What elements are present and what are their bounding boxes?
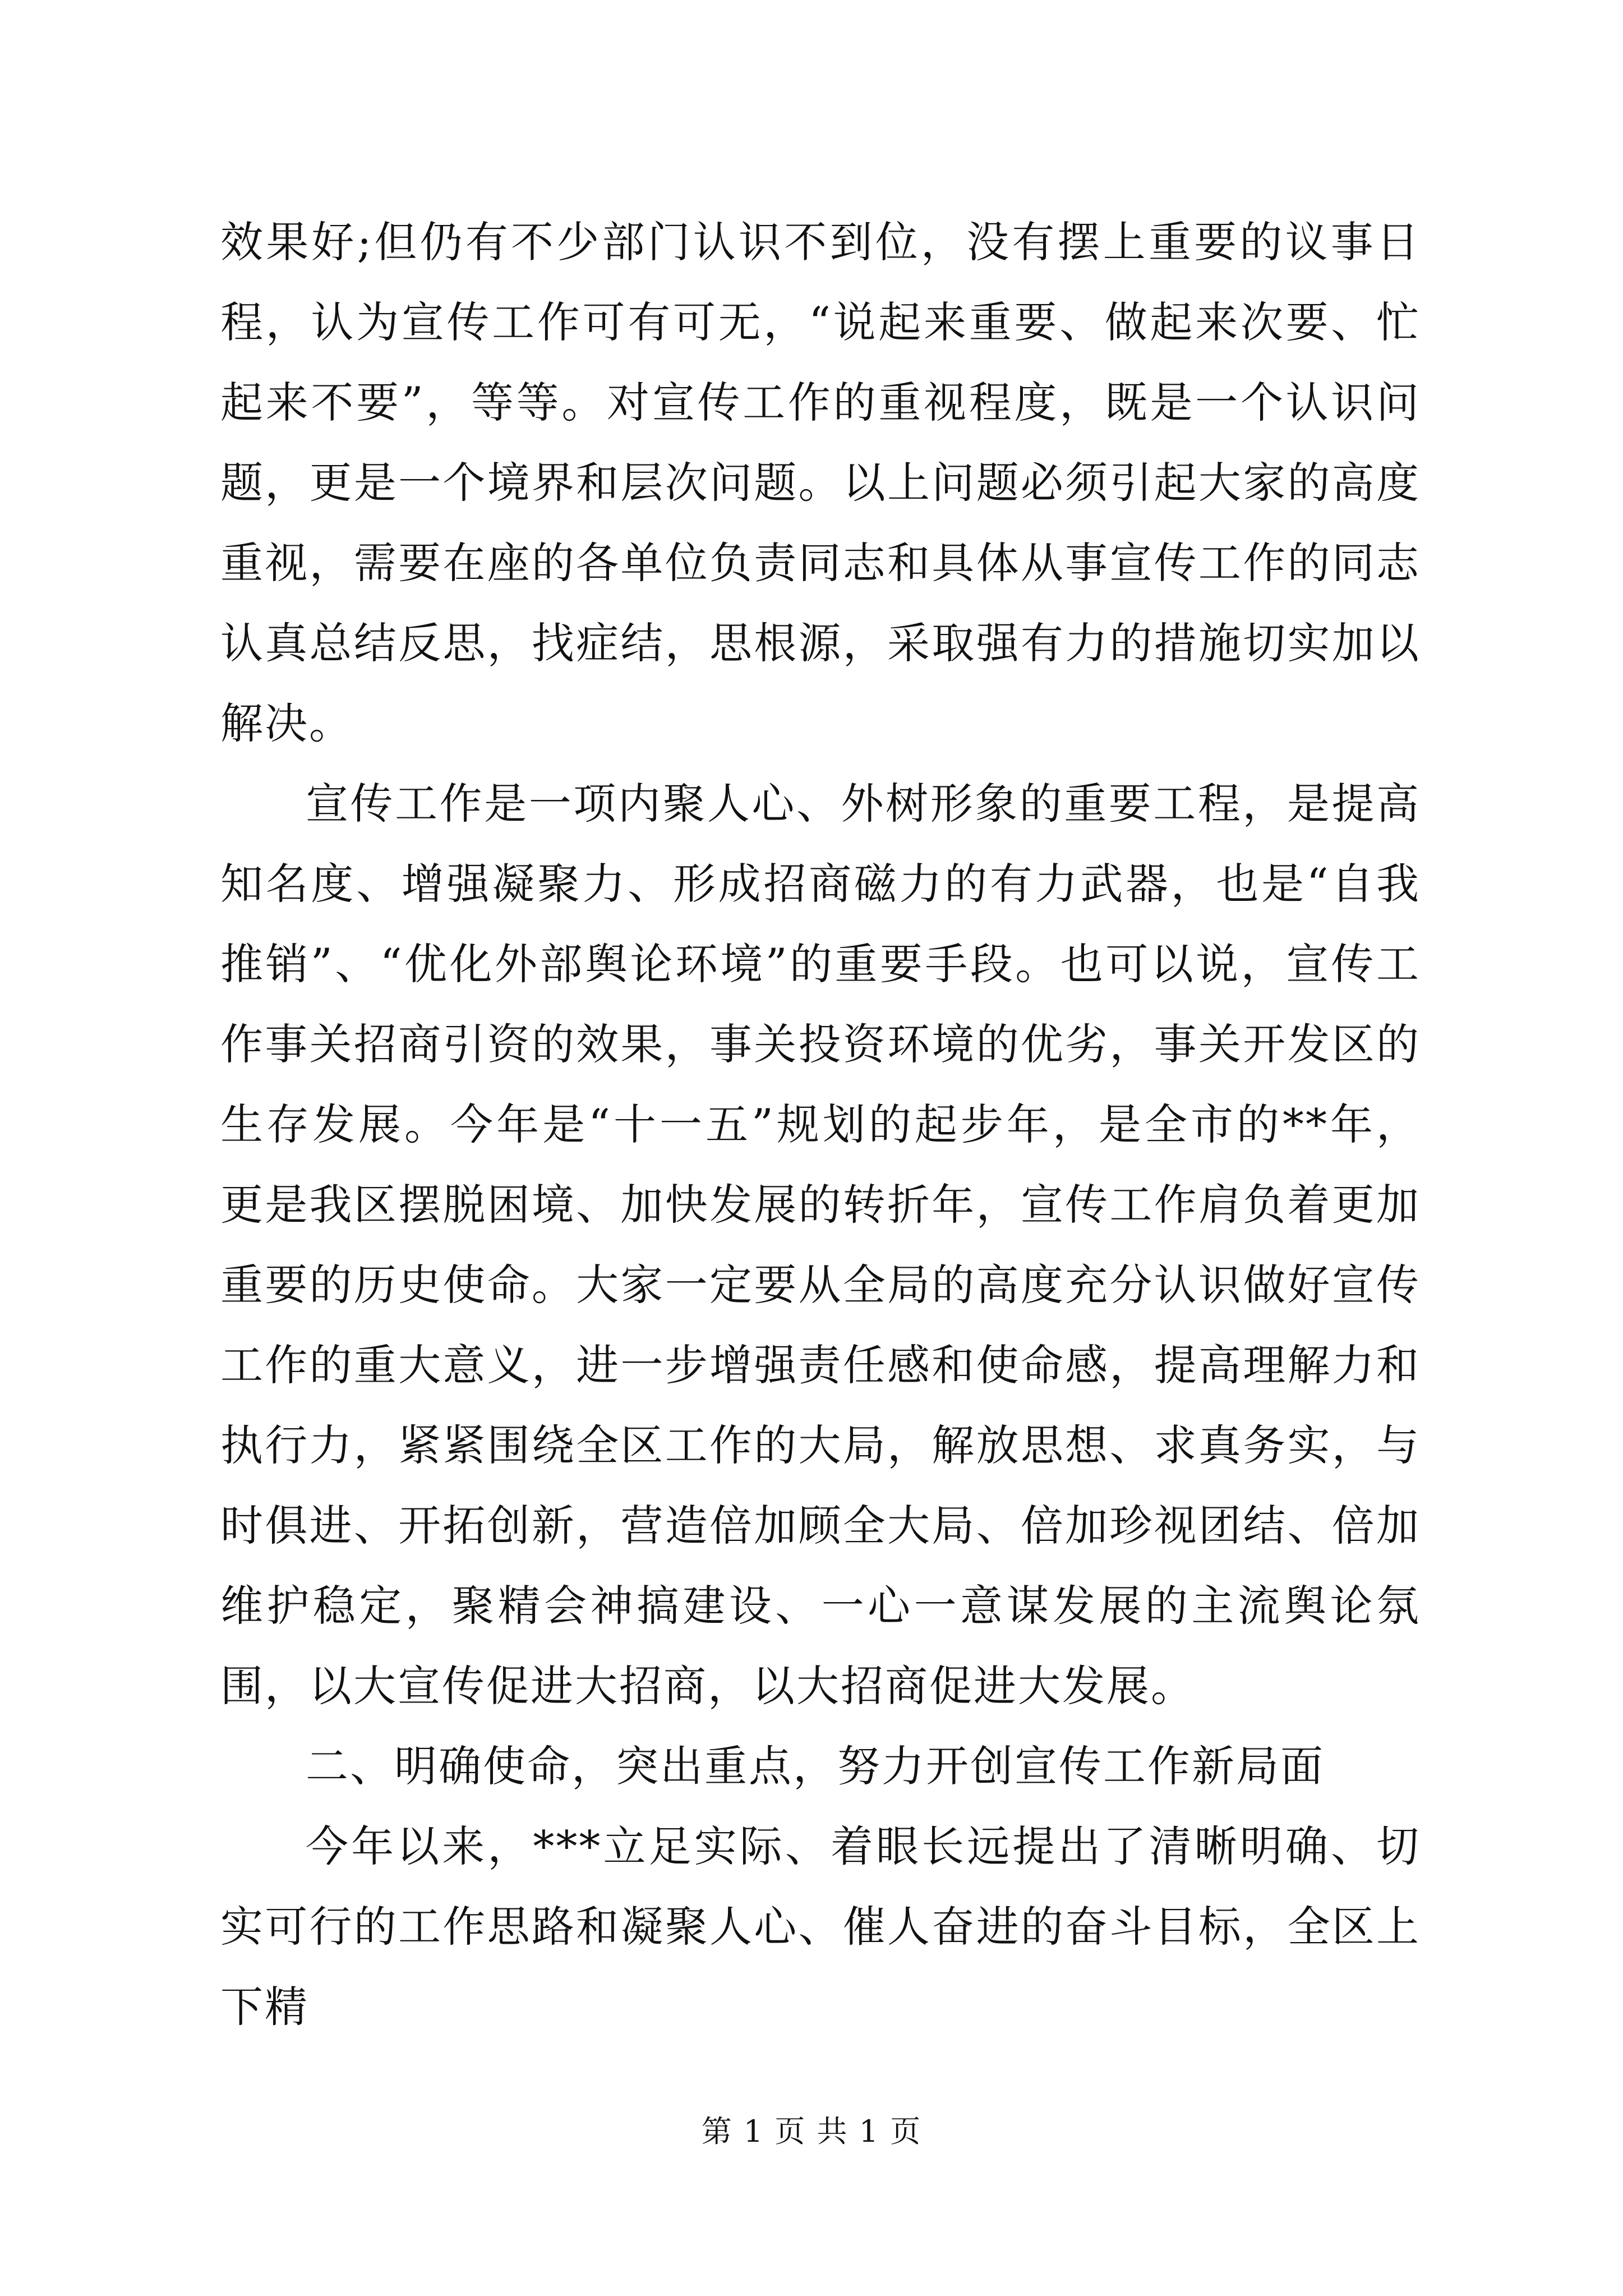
page-footer bbox=[0, 2109, 1623, 2154]
paragraph-continuation: 效果好;但仍有不少部门认识不到位，没有摆上重要的议事日程，认为宣传工作可有可无，“说起来重要、做起来次要、忙起来不要”，等等。对宣传工作的重视程度，既是一个认识问题，更是一个境界和层次问题。以上问题必须引起大家的高度重视，需要在座的各单位负责同志和具体从事宣传工作的同志认真总结反思，找症结，思根源，采取强有力的措施切实加以解决。 bbox=[220, 217, 1421, 748]
paragraph-publicity-importance: 宣传工作是一项内聚人心、外树形象的重要工程，是提高知名度、增强凝聚力、形成招商磁力的有力武器，也是“自我推销”、“优化外部舆论环境”的重要手段。也可以说，宣传工作事关招商引资的效果，事关投资环境的优劣，事关开发区的生存发展。今年是“十一五”规划的起步年，是全市的**年，更是我区摆脱困境、加快发展的转折年，宣传工作肩负着更加重要的历史使命。大家一定要从全局的高度充分认识做好宣传工作的重大意义，进一步增强责任感和使命感，提高理解力和执行力，紧紧围绕全区工作的大局，解放思想、求真务实，与时俱进、开拓创新，营造倍加顾全大局、倍加珍视团结、倍加维护稳定，聚精会神搞建设、一心一意谋发展的主流舆论氛围，以大宣传促进大招商，以大招商促进大发展。 bbox=[220, 779, 1421, 1711]
section-heading: 二、明确使命，突出重点，努力开创宣传工作新局面 bbox=[306, 1741, 1325, 1791]
page-number-label: 第 1 页 共 1 页 bbox=[701, 2114, 922, 2149]
paragraph-this-year: 今年以来，***立足实际、着眼长远提出了清晰明确、切实可行的工作思路和凝聚人心、催人奋进的奋斗目标，全区上下精 bbox=[220, 1821, 1421, 2032]
document-body bbox=[220, 202, 1421, 2047]
